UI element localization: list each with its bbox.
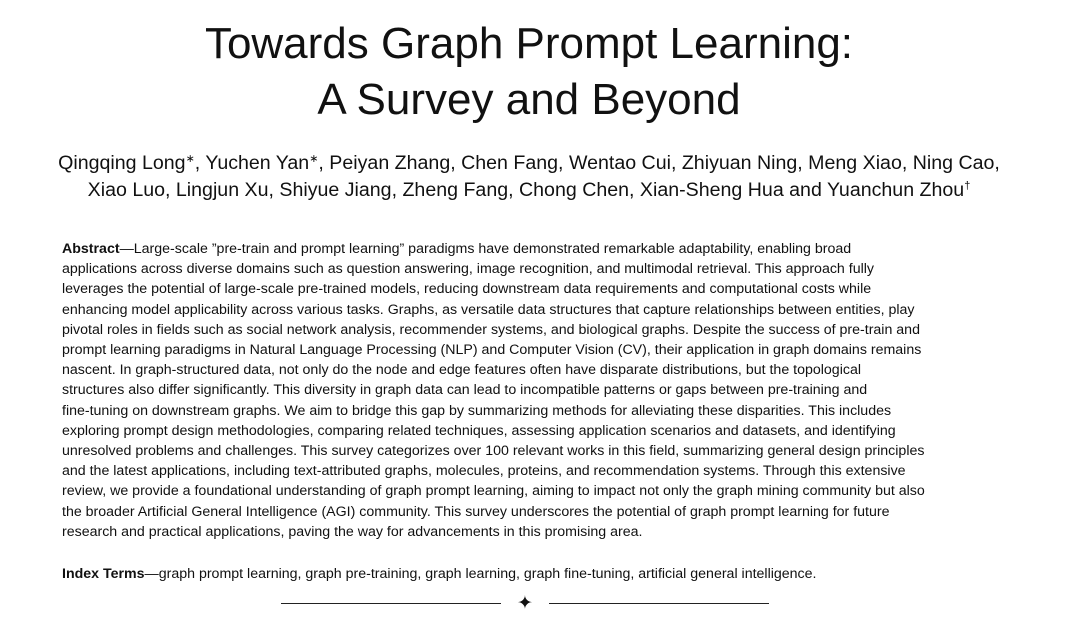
abstract-line: leverages the potential of large-scale pre-trained models, reducing downstream data requirements and computational costs while — [62, 281, 872, 298]
section-divider — [0, 591, 1058, 615]
corresponding-author-mark: † — [964, 180, 971, 192]
equal-contribution-mark: ∗ — [309, 153, 319, 165]
abstract-line: review, we provide a foundational understanding of graph prompt learning, aiming to impact not only the graph mining community but also — [62, 483, 925, 500]
divider-rule-right — [549, 603, 769, 604]
equal-contribution-mark: ∗ — [185, 153, 195, 165]
author-text: , Peiyan Zhang, Chen Fang, Wentao Cui, Zhiyuan Ning, Meng Xiao, Ning Cao, — [318, 152, 1000, 174]
abstract-line-text: —Large-scale ”pre-train and prompt learning” paradigms have demonstrated remarkable adaptability, enabling broad — [119, 241, 852, 257]
index-terms-label: Index Terms — [62, 566, 145, 582]
paper-title — [0, 16, 1058, 128]
author-text: Xiao Luo, Lingjun Xu, Shiyue Jiang, Zheng Fang, Chong Chen, Xian-Sheng Hua and Yuanchun Zhou — [87, 179, 965, 201]
abstract-line: applications across diverse domains such as question answering, image recognition, and multimodal retrieval. This approach fully — [62, 261, 874, 278]
author-text: , Yuchen Yan — [194, 152, 310, 174]
abstract-line: the broader Artificial General Intelligence (AGI) community. This survey underscores the potential of graph prompt learning for future — [62, 503, 890, 520]
abstract-line: pivotal roles in fields such as social network analysis, recommender systems, and biological graphs. Despite the success of pre-train and — [62, 321, 920, 338]
abstract-line: nascent. In graph-structured data, not only do the node and edge features often have disparate distributions, but the topological — [62, 362, 861, 379]
abstract-line: unresolved problems and challenges. This survey categorizes over 100 relevant works in this field, summarizing general design principles — [62, 443, 925, 460]
abstract-label: Abstract — [62, 241, 120, 257]
author-line-1 — [0, 150, 1058, 177]
abstract-line: enhancing model applicability across various tasks. Graphs, as versatile data structures that capture relationships between entities, play — [62, 301, 915, 318]
abstract — [62, 239, 998, 542]
author-list — [0, 150, 1058, 204]
divider-rule-left — [281, 603, 501, 604]
index-terms-text: —graph prompt learning, graph pre-training, graph learning, graph fine-tuning, artificial general intelligence. — [144, 566, 817, 582]
author-line-2 — [0, 177, 1058, 204]
four-point-star-icon: ✦ — [517, 592, 533, 614]
abstract-line: and the latest applications, including text-attributed graphs, molecules, proteins, and recommendation systems. Through this extensive — [62, 463, 906, 480]
abstract-line: structures also differ significantly. This diversity in graph data can lead to incompatible patterns or gaps between pre-training and — [62, 382, 868, 399]
abstract-line: research and practical applications, paving the way for advancements in this promising area. — [62, 523, 643, 540]
title-line-2: A Survey and Beyond — [317, 75, 741, 124]
title-line-1: Towards Graph Prompt Learning: — [204, 19, 854, 68]
author-text: Qingqing Long — [58, 152, 186, 174]
abstract-line: prompt learning paradigms in Natural Language Processing (NLP) and Computer Vision (CV), their application in graph domains remains — [62, 342, 922, 359]
abstract-line: fine-tuning on downstream graphs. We aim to bridge this gap by summarizing methods for alleviating these disparities. This includes — [62, 402, 892, 419]
index-terms — [62, 564, 998, 584]
abstract-line — [62, 239, 998, 259]
abstract-line: exploring prompt design methodologies, comparing related techniques, assessing application scenarios and datasets, and identifying — [62, 422, 896, 439]
